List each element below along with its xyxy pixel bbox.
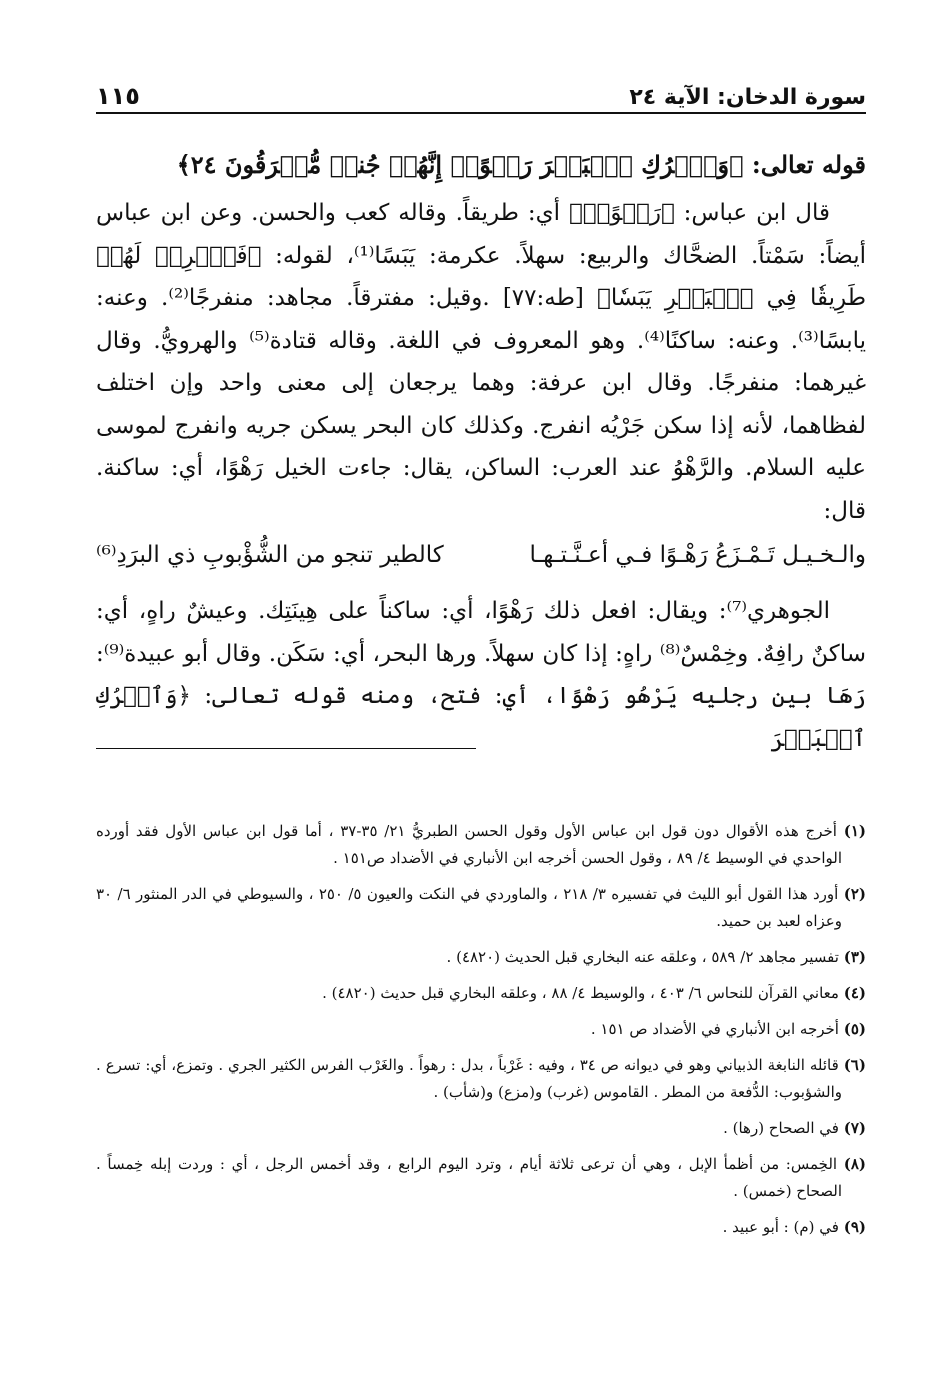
- footnote: [96, 881, 866, 935]
- main-text: [96, 140, 866, 760]
- footnote: [96, 1052, 866, 1106]
- page-number: ١١٥: [96, 82, 140, 110]
- footnote-number: (١): [843, 822, 866, 840]
- poetry-verse: [96, 534, 866, 576]
- footnote: [96, 1214, 866, 1241]
- footnote-divider: [96, 748, 476, 749]
- poem-hemistich-1: والـخـيـل تَـمْـزَعُ رَهْـوًا فـي أعـنَّـتـهـا: [529, 542, 866, 568]
- footnote-text: أورد هذا القول أبو الليث في تفسيره ٣/ ٢١٨ ، والماوردي في النكت والعيون ٥/ ٢٥٠ ، والسيوطي في الدر المنثور ٦/ ٣٠ وعزاه لعبد بن حميد.: [96, 885, 842, 930]
- footnote: [96, 818, 866, 872]
- footnote-number: (٣): [843, 948, 866, 966]
- verse-heading: [96, 140, 866, 190]
- footnote-text: في (م) : أبو عبيد .: [722, 1218, 839, 1236]
- footnotes: [96, 818, 866, 1250]
- footnote-text: أخرج هذه الأقوال دون قول ابن عباس الأول وقول الحسن الطبريُّ ٢١/ ٣٥-٣٧ ، أما قول ابن عباس الأول فقد أورده الواحدي في الوسيط ٤/ ٨٩ ، وقول الحسن أخرجه ابن الأنباري في الأضداد ص١٥١ .: [96, 822, 842, 867]
- running-header: [96, 70, 866, 110]
- footnote-number: (٨): [843, 1155, 866, 1173]
- poem-hemistich-2: كالطير تنجو من الشُّؤْبوبِ ذي البرَدِ⁽⁶⁾: [96, 542, 444, 568]
- footnote-text: أخرجه ابن الأنباري في الأضداد ص ١٥١ .: [590, 1020, 839, 1038]
- footnote-text: الخِمس: من أظمأ الإبل ، وهي أن ترعى ثلاثة أيام ، وترد اليوم الرابع ، وقد أخمس الرجل ، أي : وردت إبله خِمساً . الصحاح (خمس) .: [96, 1155, 842, 1200]
- header-divider: [96, 112, 866, 114]
- footnote-number: (٤): [843, 984, 866, 1002]
- footnote-text: معاني القرآن للنحاس ٦/ ٤٠٣ ، والوسيط ٤/ ٨٨ ، وعلقه البخاري قبل حديث (٤٨٢٠) .: [322, 984, 839, 1002]
- footnote: [96, 1016, 866, 1043]
- commentary-paragraph-2: الجوهري⁽⁷⁾: ويقال: افعل ذلك رَهْوًا، أي: ساكناً على هِينَتِك. وعيشٌ راهٍ، أي: ساكنٌ رافِهٌ. وخِمْسٌ⁽⁸⁾ راهٍ: إذا كان سهلاً. ورها البحر، أي: سَكَن. وقال أبو عبيدة⁽⁹⁾: رَهَا بين رجليه يَرْهُو رَهْوًا، أي: فتح، ومنه قوله تعالى: ﴿وَٱتۡرُكِ ٱلۡبَحۡرَ: [96, 598, 866, 752]
- footnote: [96, 1151, 866, 1205]
- footnote-number: (٩): [843, 1218, 866, 1236]
- footnote-number: (٧): [843, 1119, 866, 1137]
- header-title: سورة الدخان: الآية ٢٤: [629, 85, 866, 110]
- quran-verse: ﴿وَٱتۡرُكِ ٱلۡبَحۡرَ رَهۡوًاۖ إِنَّهُمۡ جُندٞ مُّغۡرَقُونَ ٢٤﴾: [176, 150, 744, 179]
- footnote: [96, 1115, 866, 1142]
- footnote-number: (٦): [843, 1056, 866, 1074]
- commentary-paragraph-1: قال ابن عباس: ﴿رَهۡوًاۖ﴾ أي: طريقاً. وقاله كعب والحسن. وعن ابن عباس أيضاً: سَمْتاً. الضحَّاك والربيع: سهلاً. عكرمة: يَبَسًا⁽¹⁾، لقوله: ﴿فَٱضۡرِبۡ لَهُمۡ طَرِيقٗا فِي ٱلۡبَحۡرِ يَبَسٗا﴾ [طه:٧٧] .وقيل: مفترقاً. مجاهد: منفرجًا⁽²⁾. وعنه: يابسًا⁽³⁾. وعنه: ساكنًا⁽⁴⁾. وهو المعروف في اللغة. وقاله قتادة⁽⁵⁾ والهرويُّ. وقال غيرهما: منفرجًا. وقال ابن عرفة: وهما يرجعان إلى معنى واحد وإن اختلف لفظاهما، لأنه إذا سكن جَرْيُه انفرج. وكذلك كان البحر يسكن جريه وانفرج لموسى عليه السلام. والرَّهْوُ عند العرب: الساكن، يقال: جاءت الخيل رَهْوًا، أي: ساكنة. قال:: [96, 200, 867, 524]
- footnote-number: (٥): [843, 1020, 866, 1038]
- footnote-number: (٢): [843, 885, 866, 903]
- footnote: [96, 980, 866, 1007]
- footnote: [96, 944, 866, 971]
- footnote-text: قائله النابغة الذبياني وهو في ديوانه ص ٣٤ ، وفيه : غَرْباً ، بدل : رهواً . والغَرْب الفرس الكثير الجري . وتمزع، أي: تسرع . والشؤبوب: الدُّفعة من المطر . القاموس (غرب) و(مزع) و(شأب) .: [96, 1056, 842, 1101]
- footnote-text: تفسير مجاهد ٢/ ٥٨٩ ، وعلقه عنه البخاري قبل الحديث (٤٨٢٠) .: [446, 948, 839, 966]
- footnote-text: في الصحاح (رها) .: [723, 1119, 839, 1137]
- verse-heading-prefix: قوله تعالى:: [743, 150, 866, 179]
